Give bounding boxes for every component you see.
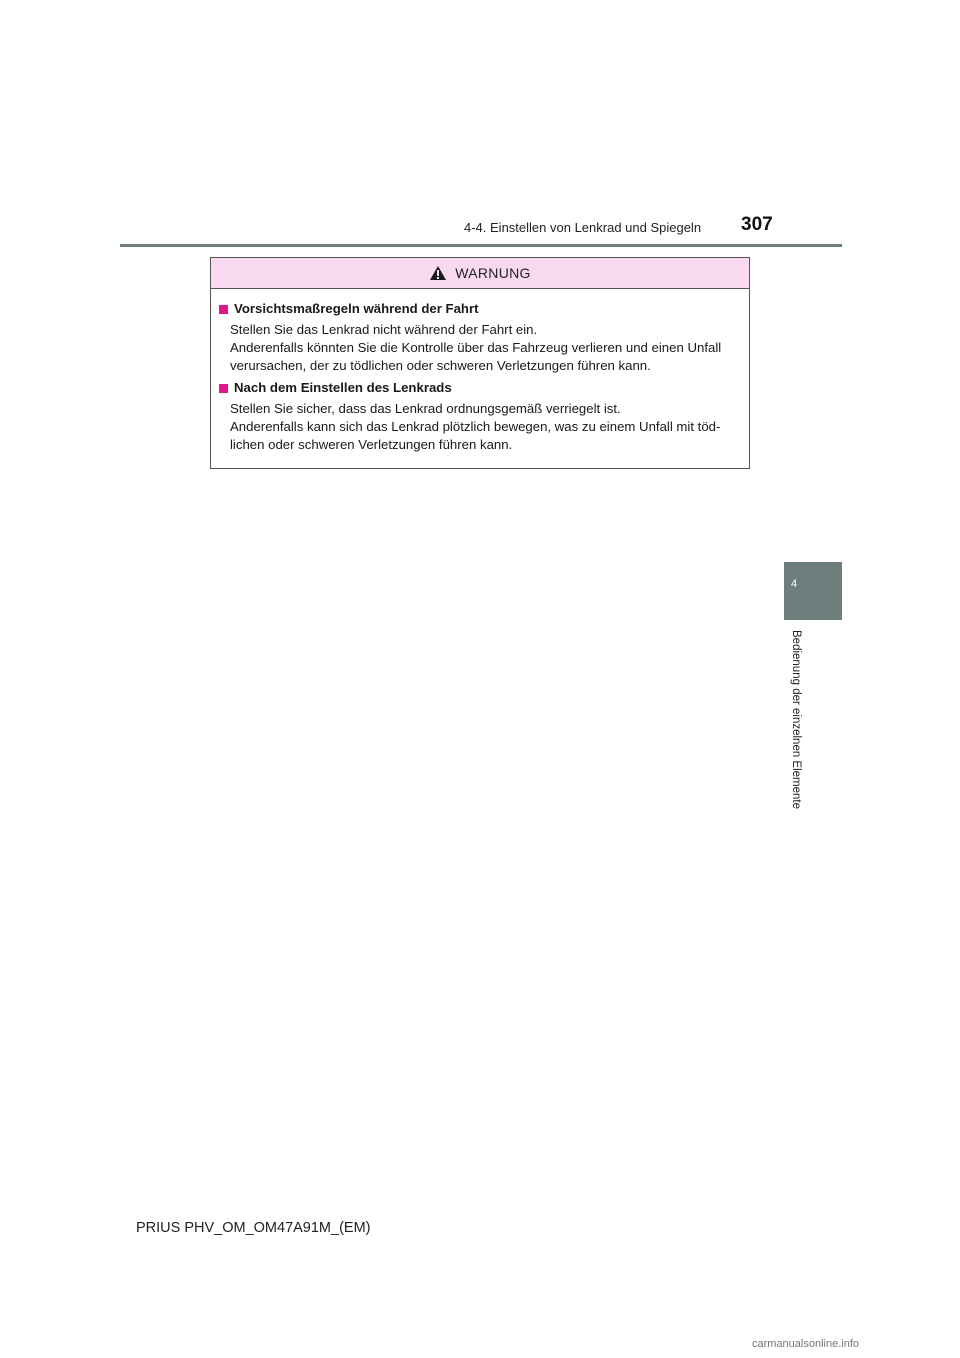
warning-item: [219, 300, 739, 375]
warning-item-line: lichen oder schweren Verletzungen führen kann.: [230, 437, 513, 452]
warning-item-line: Stellen Sie das Lenkrad nicht während der Fahrt ein.: [230, 322, 538, 337]
warning-item-line: verursachen, der zu tödlichen oder schweren Verletzungen führen kann.: [230, 358, 651, 373]
square-bullet-icon: [219, 384, 228, 393]
warning-item: [219, 379, 739, 454]
chapter-side-tab: [784, 562, 842, 620]
header-rule: [120, 244, 842, 247]
header-section-title: 4-4. Einstellen von Lenkrad und Spiegeln: [464, 220, 702, 235]
chapter-number: 4: [790, 578, 798, 590]
warning-item-line: Stellen Sie sicher, dass das Lenkrad ordnungsgemäß verriegelt ist.: [230, 401, 621, 416]
warning-body: [211, 289, 749, 454]
warning-item-line: Anderenfalls kann sich das Lenkrad plötzlich bewegen, was zu einem Unfall mit töd-: [230, 419, 721, 434]
warning-item-title: Vorsichtsmaßregeln während der Fahrt: [234, 301, 479, 316]
warning-triangle-icon: [429, 265, 447, 281]
chapter-side-label: Bedienung der einzelnen Elemente: [790, 630, 802, 810]
warning-title: WARNUNG: [455, 265, 531, 281]
warning-header: [211, 258, 749, 289]
watermark: carmanualsonline.info: [752, 1338, 860, 1350]
page-number: 307: [741, 214, 773, 235]
warning-item-line: Anderenfalls könnten Sie die Kontrolle über das Fahrzeug verlieren und einen Unfall: [230, 340, 722, 355]
footer-document-code: PRIUS PHV_OM_OM47A91M_(EM): [136, 1220, 371, 1236]
warning-item-title: Nach dem Einstellen des Lenkrads: [234, 380, 452, 395]
warning-box: [210, 257, 750, 469]
square-bullet-icon: [219, 305, 228, 314]
